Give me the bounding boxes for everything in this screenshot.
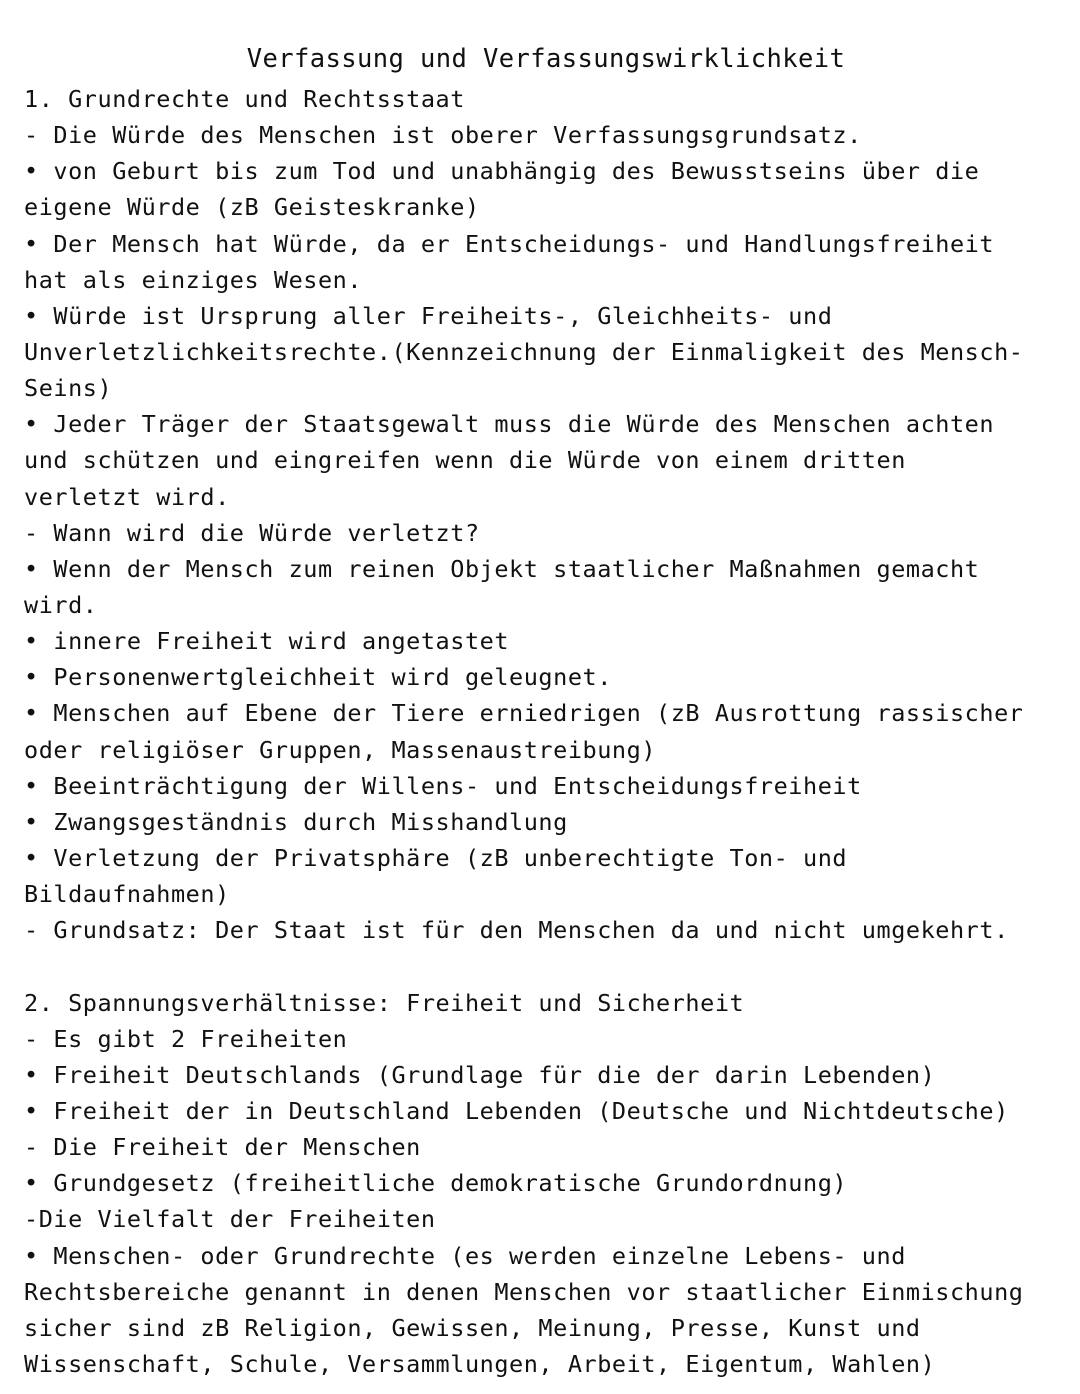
text-line: eigene Würde (zB Geisteskranke) xyxy=(24,193,480,222)
text-line: Unverletzlichkeitsrechte.(Kennzeichnung der Einmaligkeit des Mensch- xyxy=(24,337,1024,366)
text-line: • Der Mensch hat Würde, da er Entscheidungs- und Handlungsfreiheit xyxy=(24,229,995,258)
text-line: - Die Freiheit der Menschen xyxy=(24,1133,421,1162)
text-line: • Wenn der Mensch zum reinen Objekt staatlicher Maßnahmen gemacht xyxy=(24,554,980,583)
text-line: • Freiheit Deutschlands (Grundlage für die der darin Lebenden) xyxy=(24,1060,936,1089)
document-title: Verfassung und Verfassungswirklichkeit xyxy=(246,44,846,74)
text-line: • Grundgesetz (freiheitliche demokratische Grundordnung) xyxy=(24,1169,848,1198)
text-line: • Jeder Träger der Staatsgewalt muss die Würde des Menschen achten xyxy=(24,410,995,439)
text-line: Wissenschaft, Schule, Versammlungen, Arbeit, Eigentum, Wahlen) xyxy=(24,1349,936,1378)
text-line: - Die Würde des Menschen ist oberer Verfassungsgrundsatz. xyxy=(24,121,862,150)
text-line: • Verletzung der Privatsphäre (zB unberechtigte Ton- und xyxy=(24,843,848,872)
text-line: - Es gibt 2 Freiheiten xyxy=(24,1024,348,1053)
text-line: Bildaufnahmen) xyxy=(24,880,230,909)
text-line: • von Geburt bis zum Tod und unabhängig des Bewusstseins über die xyxy=(24,157,980,186)
text-line: verletzt wird. xyxy=(24,482,230,511)
document-body xyxy=(24,81,1064,1382)
section-heading-2: 2. Spannungsverhältnisse: Freiheit und Sicherheit xyxy=(24,988,745,1017)
text-line: • Beeinträchtigung der Willens- und Entscheidungsfreiheit xyxy=(24,771,862,800)
text-line: oder religiöser Gruppen, Massenaustreibung) xyxy=(24,735,657,764)
text-line: wird. xyxy=(24,590,98,619)
text-line: - Wann wird die Würde verletzt? xyxy=(24,518,480,547)
text-line: sicher sind zB Religion, Gewissen, Meinung, Presse, Kunst und xyxy=(24,1313,921,1342)
text-line: - Grundsatz: Der Staat ist für den Menschen da und nicht umgekehrt. xyxy=(24,916,1009,945)
text-line: • innere Freiheit wird angetastet xyxy=(24,627,510,656)
text-line: • Freiheit der in Deutschland Lebenden (Deutsche und Nichtdeutsche) xyxy=(24,1096,1009,1125)
text-line: • Personenwertgleichheit wird geleugnet. xyxy=(24,663,612,692)
text-line: Rechtsbereiche genannt in denen Menschen vor staatlicher Einmischung xyxy=(24,1277,1024,1306)
text-line: Seins) xyxy=(24,374,113,403)
section-heading-1: 1. Grundrechte und Rechtsstaat xyxy=(24,85,465,113)
blank-line xyxy=(24,948,1064,984)
text-line: -Die Vielfalt der Freiheiten xyxy=(24,1205,436,1234)
text-line: • Zwangsgeständnis durch Misshandlung xyxy=(24,807,568,836)
text-line: • Würde ist Ursprung aller Freiheits-, Gleichheits- und xyxy=(24,301,833,330)
text-line: und schützen und eingreifen wenn die Würde von einem dritten xyxy=(24,446,906,475)
text-line: • Menschen- oder Grundrechte (es werden einzelne Lebens- und xyxy=(24,1241,906,1270)
text-line: hat als einziges Wesen. xyxy=(24,265,363,294)
text-line: • Menschen auf Ebene der Tiere erniedrigen (zB Ausrottung rassischer xyxy=(24,699,1024,728)
